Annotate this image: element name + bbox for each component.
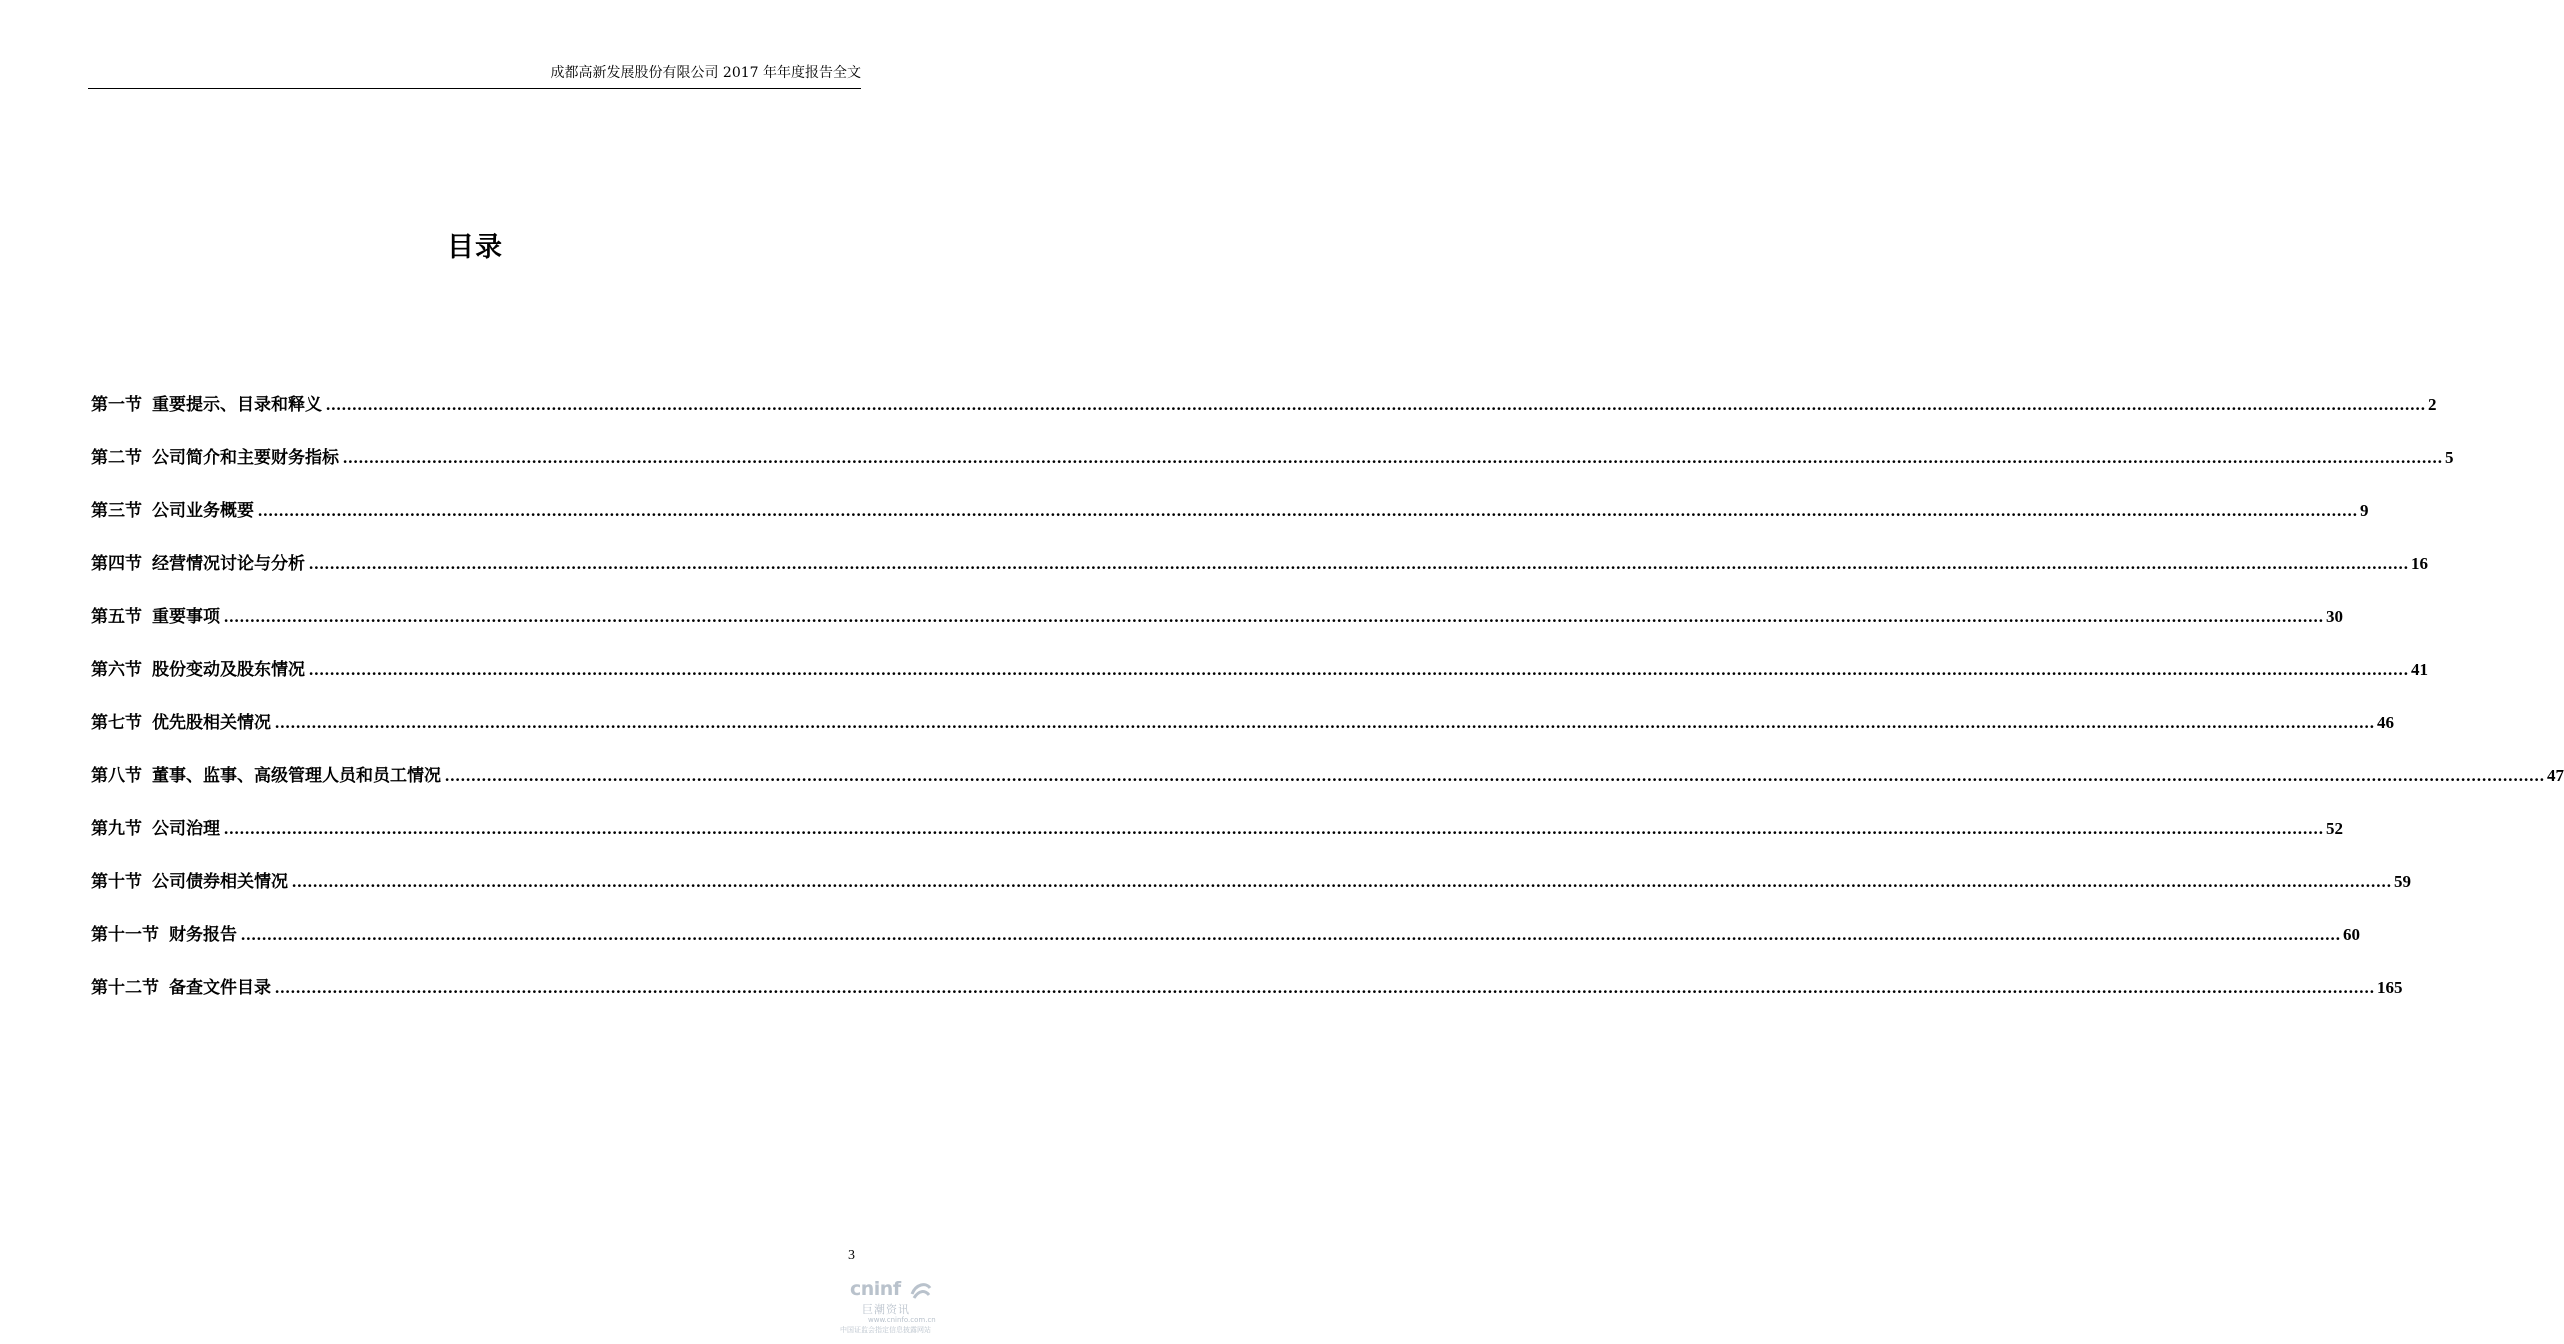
- toc-entry-label: [91, 869, 288, 895]
- toc-entry-label: [91, 551, 305, 577]
- toc-dot-leader: ................................................................................................................................................................................................................................................................................................................................................................................................................: [309, 660, 2409, 679]
- toc-section-title: 重要事项: [152, 607, 220, 627]
- toc-section-title: 股份变动及股东情况: [152, 660, 305, 680]
- toc-section-number: 第四节: [91, 554, 142, 574]
- toc-page-number: 47: [2547, 766, 2564, 785]
- toc-section-title: 备查文件目录: [169, 978, 271, 998]
- toc-section-title: 董事、监事、高级管理人员和员工情况: [152, 766, 441, 786]
- toc-entry[interactable]: [91, 392, 2437, 445]
- toc-dot-leader: ................................................................................................................................................................................................................................................................................................................................................................................................................: [343, 448, 2443, 467]
- toc-section-number: 第五节: [91, 607, 142, 627]
- toc-section-title: 公司治理: [152, 819, 220, 839]
- header-divider: [88, 88, 861, 89]
- toc-section-title: 公司简介和主要财务指标: [152, 448, 339, 468]
- toc-entry[interactable]: [91, 604, 2343, 657]
- toc-section-number: 第十节: [91, 872, 142, 892]
- toc-section-number: 第十二节: [91, 978, 159, 998]
- toc-section-number: 第一节: [91, 395, 142, 415]
- toc-section-number: 第八节: [91, 766, 142, 786]
- toc-section-number: 第二节: [91, 448, 142, 468]
- toc-entry-label: [91, 498, 254, 524]
- toc-entry-label: [91, 657, 305, 683]
- toc-dot-leader: ................................................................................................................................................................................................................................................................................................................................................................................................................: [224, 607, 2324, 626]
- toc-page-number: 52: [2326, 819, 2343, 838]
- toc-entry[interactable]: [91, 816, 2343, 869]
- toc-entry[interactable]: [91, 869, 2411, 922]
- toc-dot-leader: ................................................................................................................................................................................................................................................................................................................................................................................................................: [258, 501, 2358, 520]
- toc-section-number: 第三节: [91, 501, 142, 521]
- running-header: 成都高新发展股份有限公司 2017 年年度报告全文: [550, 65, 861, 81]
- toc-section-title: 重要提示、目录和释义: [152, 395, 322, 415]
- page-number: 3: [848, 1248, 855, 1263]
- toc-page-number: 5: [2445, 448, 2454, 467]
- cninfo-swirl-icon: [910, 1280, 932, 1300]
- toc-entry[interactable]: [91, 975, 2403, 1028]
- cninfo-chinese-name: 巨潮资讯: [862, 1303, 910, 1316]
- toc-section-title: 财务报告: [169, 925, 237, 945]
- toc-entry-label: [91, 392, 322, 418]
- toc-entry[interactable]: [91, 922, 2360, 975]
- toc-entry-label: [91, 445, 339, 471]
- toc-page-number: 46: [2377, 713, 2394, 732]
- toc-dot-leader: ................................................................................................................................................................................................................................................................................................................................................................................................................: [309, 554, 2409, 573]
- toc-entry[interactable]: [91, 710, 2394, 763]
- toc-entry-label: [91, 922, 237, 948]
- toc-dot-leader: ................................................................................................................................................................................................................................................................................................................................................................................................................: [275, 978, 2375, 997]
- cninfo-watermark: [840, 1278, 940, 1338]
- toc-section-title: 公司债券相关情况: [152, 872, 288, 892]
- toc-page-number: 16: [2411, 554, 2428, 573]
- toc-page-number: 165: [2377, 978, 2403, 997]
- toc-entry[interactable]: [91, 551, 2428, 604]
- toc-dot-leader: ................................................................................................................................................................................................................................................................................................................................................................................................................: [275, 713, 2375, 732]
- toc-entry-label: [91, 604, 220, 630]
- toc-entry[interactable]: [91, 498, 2369, 551]
- toc-dot-leader: ................................................................................................................................................................................................................................................................................................................................................................................................................: [241, 925, 2341, 944]
- toc-section-number: 第七节: [91, 713, 142, 733]
- toc-page-number: 41: [2411, 660, 2428, 679]
- toc-dot-leader: ................................................................................................................................................................................................................................................................................................................................................................................................................: [326, 395, 2426, 414]
- toc-section-title: 优先股相关情况: [152, 713, 271, 733]
- toc-section-number: 第九节: [91, 819, 142, 839]
- toc-entry-label: [91, 975, 271, 1001]
- toc-entry-label: [91, 763, 441, 789]
- toc-page-number: 30: [2326, 607, 2343, 626]
- toc-entry[interactable]: [91, 657, 2428, 710]
- toc-page-number: 9: [2360, 501, 2369, 520]
- table-of-contents: [91, 392, 2564, 1028]
- toc-section-number: 第六节: [91, 660, 142, 680]
- toc-section-number: 第十一节: [91, 925, 159, 945]
- page-title: 目录: [447, 232, 503, 263]
- toc-section-title: 公司业务概要: [152, 501, 254, 521]
- toc-entry[interactable]: [91, 445, 2454, 498]
- toc-entry-label: [91, 816, 220, 842]
- cninfo-subtitle: 中国证监会指定信息披露网站: [840, 1326, 931, 1334]
- cninfo-logo-text: cninf: [850, 1278, 901, 1300]
- toc-dot-leader: ................................................................................................................................................................................................................................................................................................................................................................................................................: [292, 872, 2392, 891]
- toc-dot-leader: ................................................................................................................................................................................................................................................................................................................................................................................................................: [445, 766, 2545, 785]
- toc-dot-leader: ................................................................................................................................................................................................................................................................................................................................................................................................................: [224, 819, 2324, 838]
- toc-page-number: 2: [2428, 395, 2437, 414]
- toc-entry[interactable]: [91, 763, 2564, 816]
- cninfo-url: www.cninfo.com.cn: [868, 1316, 936, 1324]
- toc-page-number: 59: [2394, 872, 2411, 891]
- toc-page-number: 60: [2343, 925, 2360, 944]
- toc-section-title: 经营情况讨论与分析: [152, 554, 305, 574]
- toc-entry-label: [91, 710, 271, 736]
